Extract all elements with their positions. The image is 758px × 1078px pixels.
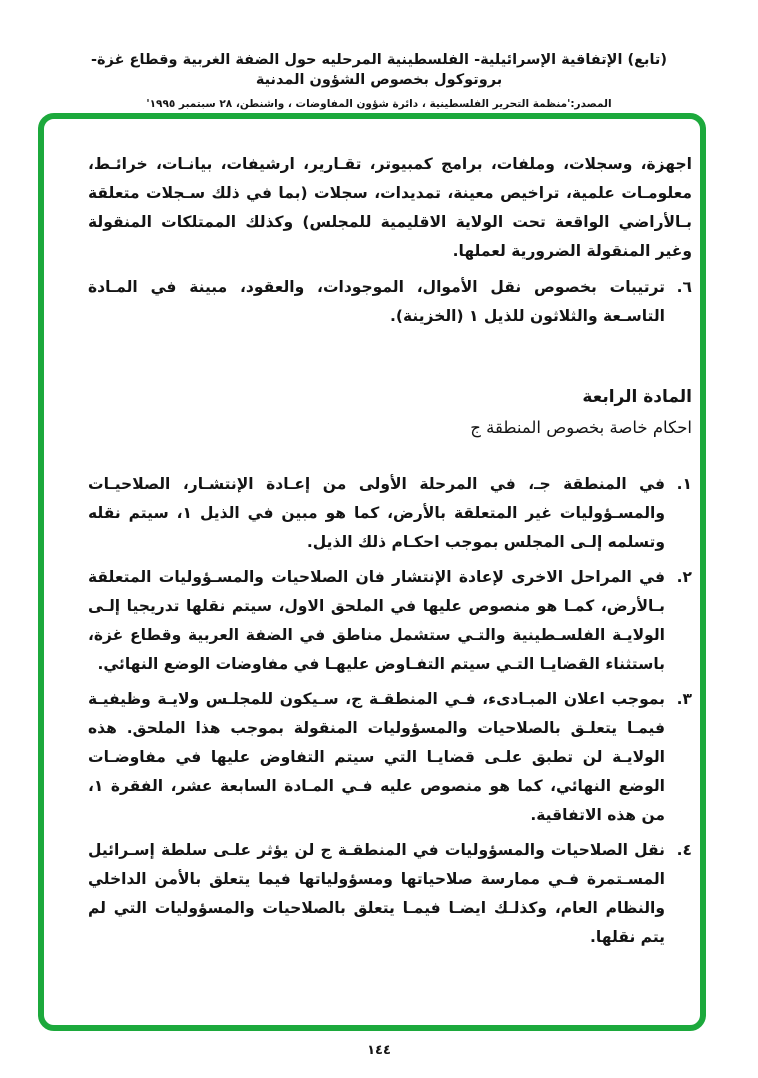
numbered-list — [88, 470, 692, 952]
document-source-line: المصدر:'منظمة التحرير الفلسطينية ، دائرة شؤون المفاوضات ، واشنطن، ٢٨ سبتمبر ١٩٩٥' — [146, 98, 612, 110]
list-item-3-number: ٣. — [676, 690, 692, 708]
document-body — [88, 150, 692, 958]
page-number: ١٤٤ — [367, 1043, 391, 1058]
document-header — [0, 50, 758, 110]
list-item-6-number: ٦. — [676, 278, 692, 296]
list-item-1-text: في المنطقة جـ، في المرحلة الأولى من إعـادة الإنتشـار، الصلاحيـات والمسـؤوليات غير المتعلقة بالأرض، كما هو مبين في الذيل ١، سيتم نقله وتسلمه إلـى المجلس بموجب احكـام ذلك الذيل. — [88, 475, 666, 551]
list-item-2 — [88, 563, 692, 679]
article-heading — [88, 385, 692, 440]
list-item-2-number: ٢. — [676, 568, 692, 586]
list-item-4-text: نقل الصلاحيات والمسؤوليات في المنطقـة ج لن يؤثر علـى سلطة إسـرائيل المسـتمرة فـي ممارسة صلاحياتها ومسؤولياتها فيما يتعلق بالأمن الداخلي والنظام العام، وكذلـك ايضـا فيمـا يتعلق بالصلاحيات والمسؤوليات التي لم يتم نقلها. — [88, 841, 665, 946]
article-subtitle: احكام خاصة بخصوص المنطقة ج — [470, 418, 692, 437]
list-item-1 — [88, 470, 692, 557]
article-title: المادة الرابعة — [582, 387, 692, 407]
list-item-1-number: ١. — [676, 475, 692, 493]
intro-paragraph: اجهزة، وسجلات، وملفات، برامج كمبيوتر، تقـارير، ارشيفات، بيانـات، خرائـط، معلومـات علمية، تراخيص معينة، تمديدات، سجلات (بما في ذلك سـجلات متعلقة بـالأراضي الواقعة تحت الولاية الاقليمية للمجلس) وكذلك الممتلكات المنقولة وغير المنقولة الضرورية لعملها. — [88, 155, 692, 260]
document-title: (تابع) الإتفاقية الإسرائيلية- الفلسطينية المرحليه حول الضفة الغربية وقطاع غزة- بروتوكول بخصوص الشؤون المدنية — [90, 52, 667, 88]
list-item-3-text: بموجب اعلان المبـادىء، فـي المنطقـة ج، سـيكون للمجلـس ولايـة وظيفيـة فيمـا يتعلـق بالصلاحيات والمسؤوليات المنقولة بموجب هذا الملحق. هذه الولايـة لن تطبق علـى قضايـا التي سيتم التفاوض عليها في مفاوضـات الوضع النهائي، كما هو منصوص عليه فـي المـادة السابعة عشر، الفقرة ١، من هذه الاتفاقية. — [88, 690, 665, 824]
list-item-6 — [88, 273, 692, 331]
list-item-4-number: ٤. — [676, 841, 692, 859]
list-item-4 — [88, 836, 692, 952]
list-item-6-text: ترتيبات بخصوص نقل الأموال، الموجودات، والعقود، مبينة في المـادة التاسـعة والثلاثون للذيل ١ (الخزينة). — [88, 278, 665, 325]
list-item-2-text: في المراحل الاخرى لإعادة الإنتشار فان الصلاحيات والمسـؤوليات المتعلقة بـالأرض، كمـا هو منصوص عليها في الملحق الاول، سيتم نقلها تدريجيا إلـى الولايـة الفلسـطينية والتـي ستشمل مناطق في الضفة العربية وقطاع غزة، باستثناء القضايـا التـي سيتم التفـاوض عليهـا في مفاوضات الوضع النهائي. — [88, 568, 665, 673]
list-item-3 — [88, 685, 692, 830]
